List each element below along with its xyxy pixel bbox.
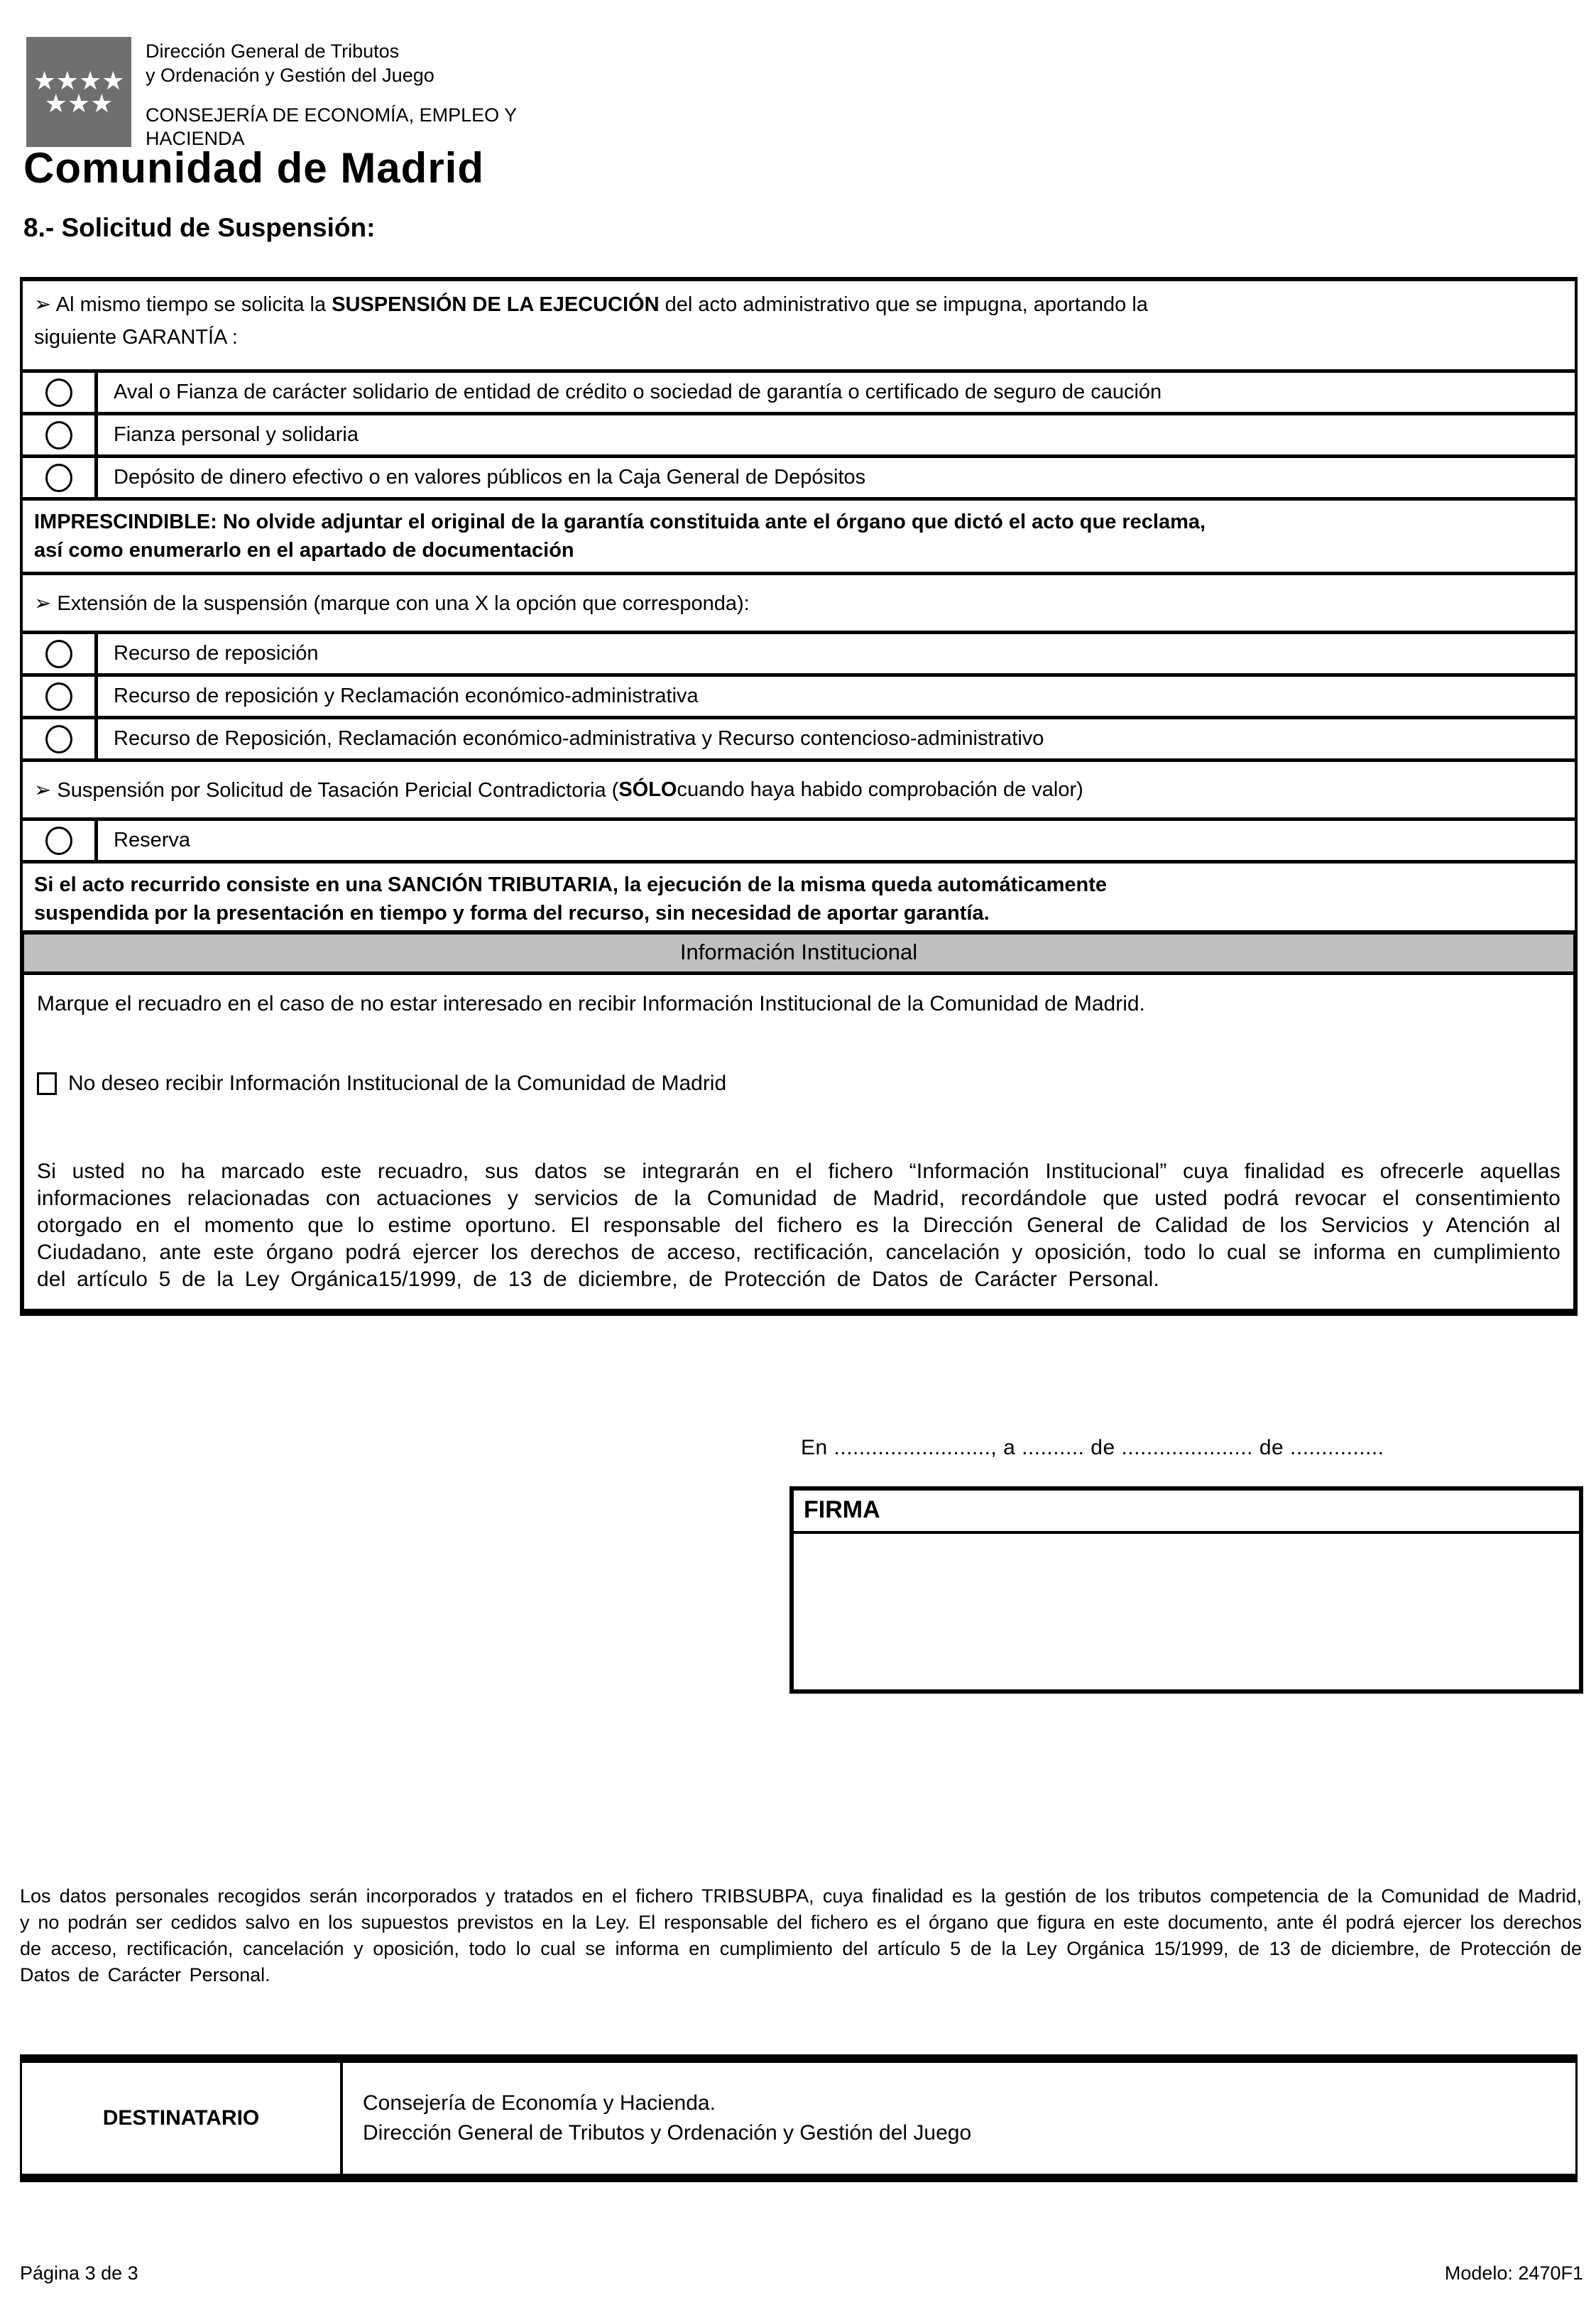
option-label: Fianza personal y solidaria: [114, 423, 359, 446]
date-fill-in-line[interactable]: En ........................., a .......... de ..................... de ...............: [801, 1436, 1384, 1459]
radio-cell: [23, 821, 98, 860]
signature-area[interactable]: [794, 1534, 1579, 1689]
suspension-table: [20, 277, 1578, 940]
sancion-line2: suspendida por la presentación en tiempo y forma del recurso, sin necesidad de aportar garantía.: [34, 902, 990, 925]
extension-header-row: [23, 572, 1575, 631]
page-number: Página 3 de 3: [20, 2262, 138, 2284]
no-info-checkbox[interactable]: [37, 1072, 57, 1095]
imprescindible-line1: IMPRESCINDIBLE: No olvide adjuntar el original de la garantía constituida ante el órgano que dictó el acto que reclama,: [34, 511, 1206, 533]
radio-cell: [23, 373, 98, 412]
tasacion-prefix: ➢ Suspensión por Solicitud de Tasación Pericial Contradictoria (: [34, 778, 619, 802]
no-info-checkbox-label: No deseo recibir Información Institucional de la Comunidad de Madrid: [68, 1072, 727, 1095]
info-institucional-box: [20, 930, 1578, 1316]
comunidad-madrid-flag-logo: [26, 37, 131, 147]
radio-cell: [23, 415, 98, 454]
extension-option-row: [23, 716, 1575, 758]
radio-cell: [23, 719, 98, 758]
intro-text: [23, 281, 1159, 369]
radio-aval[interactable]: [45, 378, 72, 407]
radio-fianza-personal[interactable]: [45, 421, 72, 450]
reserva-option-row: [23, 817, 1575, 860]
intro-row: [23, 281, 1575, 369]
brand-title: Comunidad de Madrid: [23, 144, 484, 192]
imprescindible-line2: así como enumerarlo en el apartado de documentación: [34, 539, 574, 562]
department-line2: y Ordenación y Gestión del Juego: [146, 65, 434, 86]
radio-cell: [23, 677, 98, 716]
intro-suffix-line1: del acto administrativo que se impugna, aportando la: [659, 293, 1148, 316]
star-icon-row-bottom: ★★★: [44, 89, 114, 118]
extension-header: ➢ Extensión de la suspensión (marque con una X la opción que corresponda):: [34, 592, 750, 615]
garantia-option-row: [23, 454, 1575, 497]
option-label: Depósito de dinero efectivo o en valores públicos en la Caja General de Depósitos: [114, 466, 866, 489]
imprescindible-row: [23, 497, 1575, 572]
tasacion-suffix: cuando haya habido comprobación de valor): [677, 778, 1083, 801]
tasacion-row: [23, 758, 1575, 817]
sancion-line1: Si el acto recurrido consiste en una SANCIÓN TRIBUTARIA, la ejecución de la misma queda automáticamente: [34, 873, 1108, 896]
destinatario-table: [20, 2054, 1578, 2182]
destinatario-line1: Consejería de Economía y Hacienda.: [363, 2091, 716, 2115]
garantia-option-row: [23, 412, 1575, 454]
intro-suffix-line2: siguiente GARANTÍA :: [34, 326, 238, 349]
option-label: Reserva: [114, 829, 190, 851]
privacy-note: Los datos personales recogidos serán incorporados y tratados en el fichero TRIBSUBPA, cuya finalidad es la gestión de los tributos competencia de la Comunidad de Madrid, y no podrán ser cedidos salvo en los supuestos previstos en la Ley. El responsable del fichero es el órgano que figura en este documento, ante él podrá ejercer los derechos de acceso, rectificación, cancelación y oposición, todo lo cual se informa en cumplimiento del artículo 5 de la Ley Orgánica 15/1999, de 13 de diciembre, de Protección de Datos de Carácter Personal.: [20, 1885, 1582, 1986]
consejeria-line2: HACIENDA: [146, 128, 245, 149]
info-institucional-title: Información Institucional: [24, 935, 1573, 975]
info-institucional-body: [24, 975, 1573, 1309]
radio-reserva[interactable]: [45, 827, 72, 855]
option-label: Recurso de reposición: [114, 642, 319, 665]
radio-cell: [23, 634, 98, 673]
destinatario-label: DESTINATARIO: [22, 2063, 343, 2174]
radio-recurso-reposicion[interactable]: [45, 640, 72, 668]
firma-box: [789, 1486, 1583, 1694]
radio-recurso-reclamacion[interactable]: [45, 682, 72, 711]
model-number: Modelo: 2470F1: [1444, 2262, 1583, 2284]
radio-cell: [23, 458, 98, 497]
extension-option-row: [23, 673, 1575, 716]
radio-recurso-contencioso[interactable]: [45, 725, 72, 753]
info-intro-text: Marque el recuadro en el caso de no estar interesado en recibir Información Institucional de la Comunidad de Madrid.: [37, 992, 1145, 1015]
intro-prefix: ➢ Al mismo tiempo se solicita la: [34, 293, 332, 316]
radio-deposito[interactable]: [45, 464, 72, 492]
sancion-note-row: [23, 860, 1575, 935]
firma-label: FIRMA: [794, 1491, 1579, 1534]
consejeria-line1: CONSEJERÍA DE ECONOMÍA, EMPLEO Y: [146, 104, 518, 126]
extension-option-row: [23, 631, 1575, 673]
tasacion-text: [23, 762, 1095, 817]
sancion-note: [23, 864, 1118, 935]
option-label: Recurso de reposición y Reclamación económico-administrativa: [114, 685, 699, 707]
department-name: [146, 39, 434, 87]
intro-bold: SUSPENSIÓN DE LA EJECUCIÓN: [332, 293, 660, 316]
imprescindible-note: [23, 501, 1217, 572]
tasacion-bold: SÓLO: [618, 778, 677, 801]
destinatario-content: [343, 2063, 1575, 2174]
destinatario-line2: Dirección General de Tributos y Ordenación y Gestión del Juego: [363, 2121, 972, 2145]
no-info-checkbox-line: [37, 1072, 1561, 1096]
garantia-option-row: [23, 369, 1575, 412]
option-label: Aval o Fianza de carácter solidario de entidad de crédito o sociedad de garantía o certificado de seguro de caución: [114, 381, 1162, 403]
department-line1: Dirección General de Tributos: [146, 40, 400, 62]
option-label: Recurso de Reposición, Reclamación económico-administrativa y Recurso contencioso-administrativo: [114, 727, 1044, 750]
info-paragraph: Si usted no ha marcado este recuadro, sus datos se integrarán en el fichero “Información Institucional” cuya finalidad es ofrecerle aquellas informaciones relacionadas con actuaciones y servicios de la Comunidad de Madrid, recordándole que usted podrá revocar el consentimiento otorgado en el momento que lo estime oportuno. El responsable del fichero es la Dirección General de Calidad de los Servicios y Atención al Ciudadano, ante este órgano podrá ejercer los derechos de acceso, rectificación, cancelación y oposición, todo lo cual se informa en cumplimiento del artículo 5 de la Ley Orgánica15/1999, de 13 de diciembre, de Protección de Datos de Carácter Personal.: [37, 1160, 1561, 1291]
section-title: 8.- Solicitud de Suspensión:: [23, 213, 376, 242]
star-icon-row-top: ★★★★: [33, 66, 125, 95]
